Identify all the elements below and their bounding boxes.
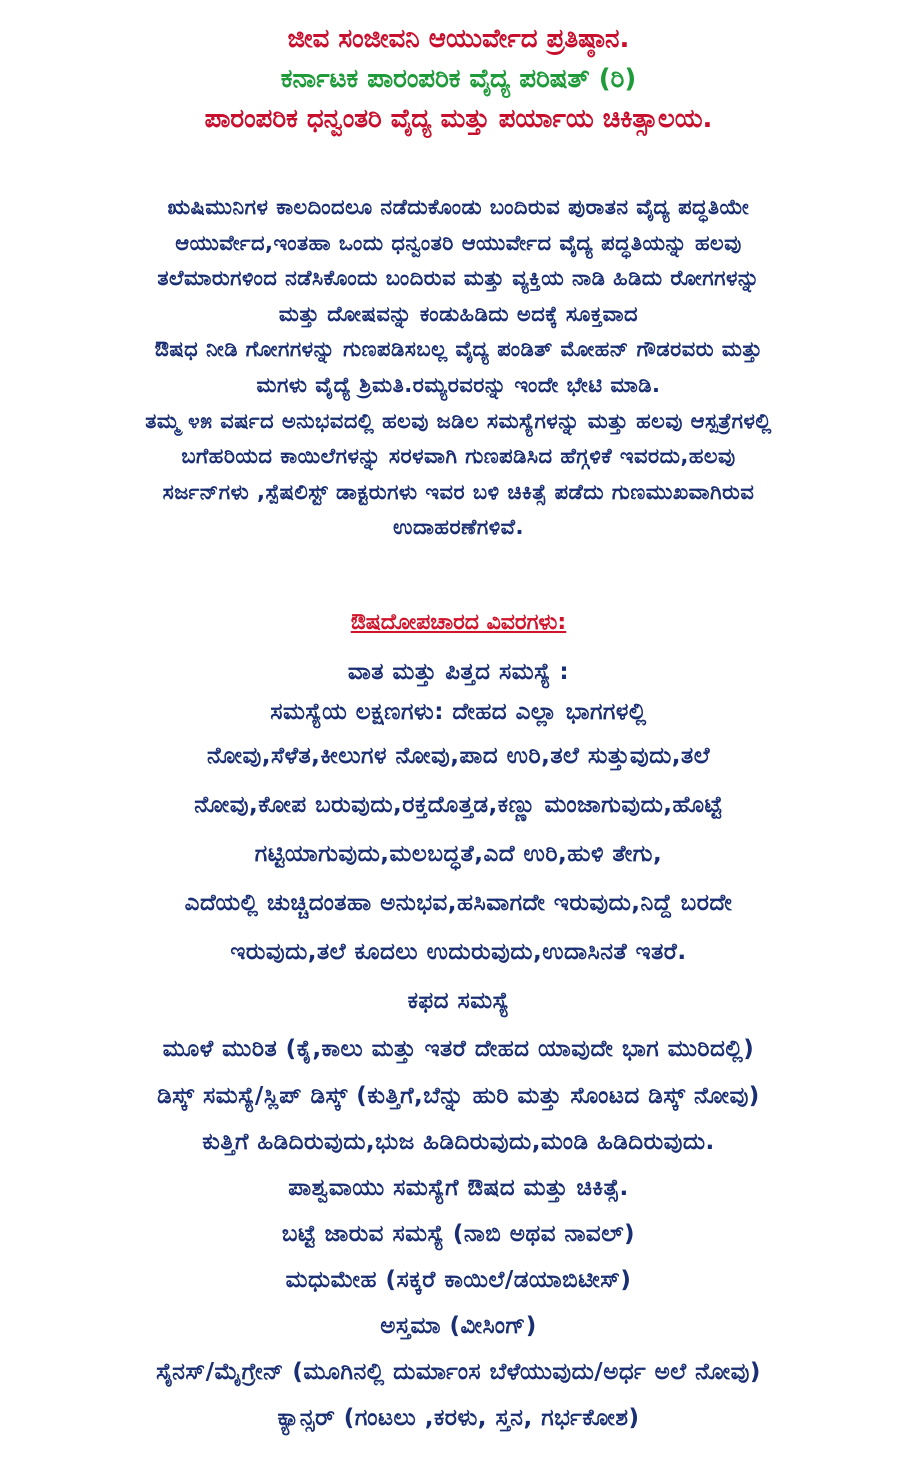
detail-line: ನೋವು,ಕೋಪ ಬರುವುದು,ರಕ್ತದೊತ್ತಡ,ಕಣ್ಣು ಮಂಜಾಗುವುದು,ಹೊಟ್ಟೆ (194, 792, 723, 818)
intro-line: ಋಷಿಮುನಿಗಳ ಕಾಲದಿಂದಲೂ ನಡೆದುಕೊಂಡು ಬಂದಿರುವ ಪುರಾತನ ವೈದ್ಯ ಪದ್ಧತಿಯೇ (167, 195, 750, 219)
intro-line: ಉದಾಹರಣೆಗಳಿವೆ. (393, 515, 524, 540)
intro-line: ಔಷಧ ನೀಡಿ ಗೋಗಗಳನ್ನು ಗುಣಪಡಿಸಬಲ್ಲ ವೈದ್ಯ ಪಂಡಿತ್ ಮೋಹನ್ ಗೌಡರವರು ಮತ್ತು (154, 337, 763, 362)
detail-line: ನೋವು,ಸೆಳೆತ,ಕೀಲುಗಳ ನೋವು,ಪಾದ ಉರಿ,ತಲೆ ಸುತ್ತುವುದು,ತಲೆ (206, 743, 711, 769)
detail-line: ಕ್ಯಾನ್ಸರ್ (ಗಂಟಲು ,ಕರಳು, ಸ್ತನ, ಗರ್ಭಕೋಶ) (277, 1405, 640, 1431)
intro-line: ತಲೆಮಾರುಗಳಿಂದ ನಡೆಸಿಕೊಂದು ಬಂದಿರುವ ಮತ್ತು ವ್ಯಕ್ತಿಯ ನಾಡಿ ಹಿಡಿದು ರೋಗಗಳನ್ನು (157, 266, 760, 291)
detail-line: ಗಟ್ಟಿಯಾಗುವುದು,ಮಲಬದ್ಧತೆ,ಎದೆ ಉರಿ,ಹುಳಿ ತೇಗು, (254, 841, 663, 867)
detail-line: ಬಟ್ಟೆ ಜಾರುವ ಸಮಸ್ಯೆ (ನಾಬಿ ಅಥವ ನಾವಲ್) (281, 1221, 636, 1247)
detail-line: ಸಮಸ್ಯೆಯ ಲಕ್ಷಣಗಳು: ದೇಹದ ಎಲ್ಲಾ ಭಾಗಗಳಲ್ಲಿ (270, 699, 647, 725)
detail-line: ಡಿಸ್ಕ್ ಸಮಸ್ಯೆ/ಸ್ಲಿಪ್ ಡಿಸ್ಕ್ (ಕುತ್ತಿಗೆ,ಬೆನ್ನು ಹುರಿ ಮತ್ತು ಸೊಂಟದ ಡಿಸ್ಕ್ ನೋವು) (157, 1083, 760, 1109)
treatment-details-heading: ಔಷದೋಪಚಾರದ ವಿವರಗಳು: (350, 610, 567, 635)
detail-line: ಪಾಶ್ವವಾಯು ಸಮಸ್ಯೆಗೆ ಔಷದ ಮತ್ತು ಚಿಕಿತ್ಸೆ. (288, 1175, 629, 1201)
intro-line: ಬಗೆಹರಿಯದ ಕಾಯಿಲೆಗಳನ್ನು ಸರಳವಾಗಿ ಗುಣಪಡಿಸಿದ ಹೆಗ್ಗಳಿಕೆ ಇವರದು,ಹಲವು (181, 444, 736, 469)
intro-line: ಸರ್ಜನ್‌ಗಳು ,ಸ್ಪೆಷಲಿಸ್ಟ್ ಡಾಕ್ಟರುಗಳು ಇವರ ಬಳಿ ಚಿಕಿತ್ಸೆ ಪಡೆದು ಗುಣಮುಖವಾಗಿರುವ (162, 479, 755, 504)
detail-line: ಅಸ್ತಮಾ (ವೀಸಿಂಗ್) (380, 1313, 537, 1339)
detail-line: ಮಧುಮೇಹ (ಸಕ್ಕರೆ ಕಾಯಿಲೆ/ಡಯಾಬಿಟೀಸ್) (285, 1267, 632, 1293)
intro-line: ಮತ್ತು ದೋಷವನ್ನು ಕಂಡುಹಿಡಿದು ಅದಕ್ಕೆ ಸೂಕ್ತವಾದ (278, 301, 639, 326)
detail-line: ಇರುವುದು,ತಲೆ ಕೂದಲು ಉದುರುವುದು,ಉದಾಸಿನತೆ ಇತರೆ. (230, 939, 687, 965)
intro-paragraph (18, 190, 899, 546)
detail-line: ಎದೆಯಲ್ಲಿ ಚುಚ್ಚಿದಂತಹಾ ಅನುಭವ,ಹಸಿವಾಗದೇ ಇರುವುದು,ನಿದ್ದೆ ಬರದೇ (184, 890, 733, 916)
detail-line: ಕಫದ ಸಮಸ್ಯೆ (407, 988, 510, 1014)
header-council-name: ಕರ್ನಾಟಕ ಪಾರಂಪರಿಕ ವೈದ್ಯ ಪರಿಷತ್ (ರಿ) (280, 64, 637, 94)
intro-line: ಮಗಳು ವೈದ್ಯೆ ಶ್ರಿಮತಿ.ರಮ್ಯರವರನ್ನು ಇಂದೇ ಭೇಟಿ ಮಾಡಿ. (256, 372, 661, 397)
header-foundation-name: ಜೀವ ಸಂಜೀವನಿ ಆಯುರ್ವೇದ ಪ್ರತಿಷ್ಠಾನ. (287, 24, 630, 54)
detail-line: ಸೈನಸ್/ಮೈಗ್ರೇನ್ (ಮೂಗಿನಲ್ಲಿ ದುರ್ಮಾಂಸ ಬೆಳೆಯುವುದು/ಅರ್ಧ ಅಲೆ ನೋವು) (156, 1359, 761, 1385)
intro-line: ಆಯುರ್ವೇದ,ಇಂತಹಾ ಒಂದು ಧನ್ವಂತರಿ ಆಯುರ್ವೇದ ವೈದ್ಯ ಪದ್ಧತಿಯನ್ನು ಹಲವು (175, 230, 742, 255)
detail-line: ವಾತ ಮತ್ತು ಪಿತ್ತದ ಸಮಸ್ಯೆ : (347, 659, 570, 685)
detail-line: ಕುತ್ತಿಗೆ ಹಿಡಿದಿರುವುದು,ಭುಜ ಹಿಡಿದಿರುವುದು,ಮಂಡಿ ಹಿಡಿದಿರುವುದು. (202, 1129, 715, 1155)
header-clinic-name: ಪಾರಂಪರಿಕ ಧನ್ವಂತರಿ ವೈದ್ಯ ಮತ್ತು ಪರ್ಯಾಯ ಚಿಕಿತ್ಸಾಲಯ. (204, 104, 713, 134)
intro-line: ತಮ್ಮ ೪೫ ವರ್ಷದ ಅನುಭವದಲ್ಲಿ ಹಲವು ಜಡಿಲ ಸಮಸ್ಯೆಗಳನ್ನು ಮತ್ತು ಹಲವು ಆಸ್ಪತ್ರೆಗಳಲ್ಲಿ (145, 408, 772, 433)
detail-line: ಮೂಳೆ ಮುರಿತ (ಕೈ,ಕಾಲು ಮತ್ತು ಇತರೆ ದೇಹದ ಯಾವುದೇ ಭಾಗ ಮುರಿದಲ್ಲಿ) (162, 1036, 755, 1062)
treatment-details-list (8, 652, 909, 1441)
